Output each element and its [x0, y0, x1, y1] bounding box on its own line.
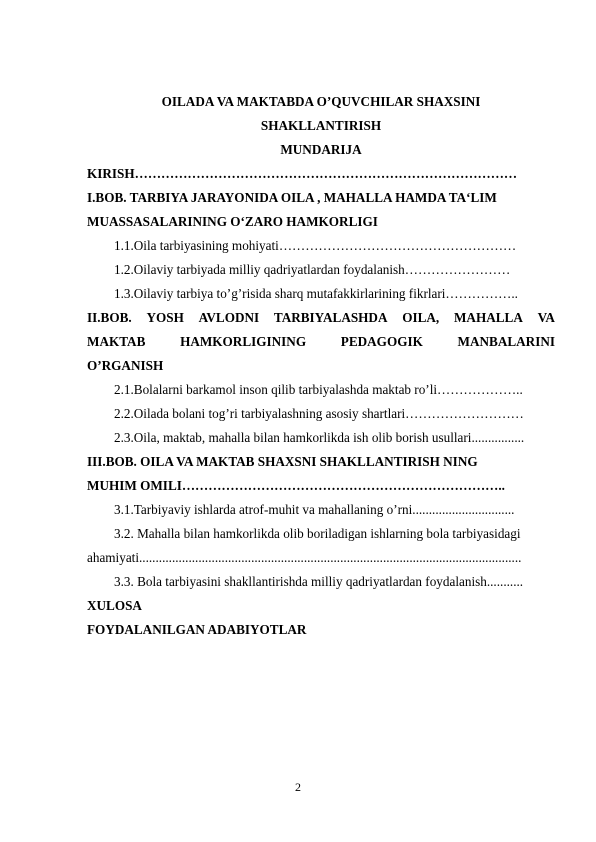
toc-chapter3-line2: MUHIM OMILI………………………………………………………………..	[87, 478, 505, 493]
toc-chapter3-line1: III.BOB. OILA VA MAKTAB SHAXSNI SHAKLLANTIRISH NING	[87, 454, 478, 469]
toc-references: FOYDALANILGAN ADABIYOTLAR	[87, 622, 307, 637]
document-title-line1: OILADA VA MAKTABDA O’QUVCHILAR SHAXSINI	[161, 94, 481, 109]
toc-chapter2-line2	[87, 334, 555, 350]
toc-chapter2-word: MANBALARINI	[457, 334, 555, 349]
toc-section-2-3: 2.3.Oila, maktab, mahalla bilan hamkorlikda ish olib borish usullari................	[114, 430, 525, 445]
toc-chapter2-word: II.BOB.	[87, 310, 132, 325]
toc-section-2-2: 2.2.Oilada bolani tog’ri tarbiyalashning asosiy shartlari………………………	[114, 406, 524, 421]
toc-chapter2-word: VA	[537, 310, 555, 325]
toc-chapter2-word: TARBIYALASHDA	[273, 310, 388, 325]
toc-section-3-3: 3.3. Bola tarbiyasini shakllantirishda milliy qadriyatlardan foydalanish...........	[114, 574, 524, 589]
toc-section-1-2: 1.2.Oilaviy tarbiyada milliy qadriyatlardan foydalanish……………………	[114, 262, 511, 277]
toc-section-1-1: 1.1.Oila tarbiyasining mohiyati………………………………………………	[114, 238, 517, 253]
toc-chapter2-word: AVLODNI	[198, 310, 260, 325]
toc-section-3-2-line1: 3.2. Mahalla bilan hamkorlikda olib boriladigan ishlarning bola tarbiyasidagi	[114, 526, 521, 541]
toc-conclusion: XULOSA	[87, 598, 142, 613]
toc-intro: KIRISH……………………………………………………………………………	[87, 166, 518, 181]
toc-chapter2-word: YOSH	[146, 310, 184, 325]
document-title-line2: SHAKLLANTIRISH	[260, 118, 382, 133]
toc-chapter2-word: OILA,	[402, 310, 440, 325]
toc-chapter2-word: PEDAGOGIK	[340, 334, 423, 349]
toc-chapter2-word: MAKTAB	[87, 334, 146, 349]
toc-chapter2-word: MAHALLA	[453, 310, 523, 325]
toc-chapter2-line3: O’RGANISH	[87, 358, 164, 373]
toc-chapter2-word: HAMKORLIGINING	[180, 334, 307, 349]
toc-section-2-1: 2.1.Bolalarni barkamol inson qilib tarbiyalashda maktab ro’li………………..	[114, 382, 523, 397]
toc-heading: MUNDARIJA	[280, 142, 362, 157]
toc-chapter1-line1: I.BOB. TARBIYA JARAYONIDA OILA , MAHALLA HAMDA TA‘LIM	[87, 190, 497, 205]
toc-chapter1-line2: MUASSASALARINING O‘ZARO HAMKORLIGI	[87, 214, 378, 229]
toc-section-1-3: 1.3.Oilaviy tarbiya to’g’risida sharq mutafakkirlarining fikrlari……………..	[114, 286, 518, 301]
toc-section-3-1: 3.1.Tarbiyaviy ishlarda atrof-muhit va mahallaning o’rni...............................	[114, 502, 515, 517]
page-number: 2	[295, 780, 301, 794]
toc-chapter2-line1	[87, 310, 555, 326]
toc-section-3-2-line2: ahamiyati....................................................................................................................	[87, 550, 522, 565]
